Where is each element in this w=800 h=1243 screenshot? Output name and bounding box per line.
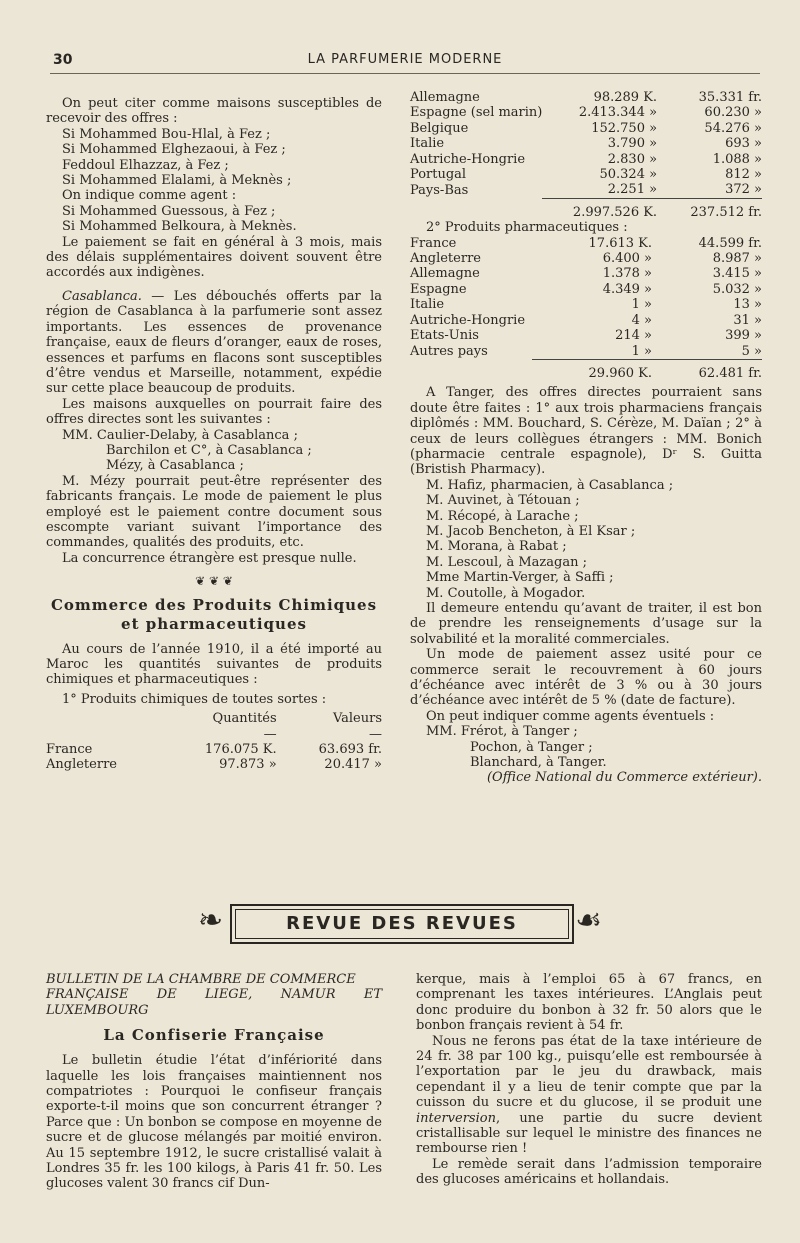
bulletin-right-column <box>416 972 762 1188</box>
section-banner <box>190 896 610 952</box>
page-header <box>50 50 760 72</box>
country: Autres pays <box>410 343 488 359</box>
paragraph: M. Mézy pourrait peut-être représenter des fabricants français. Le mode de paiement le plus employé est le paiement contre document sous escompte variant suivant l’importance des commandes, qualités des produits, etc. <box>46 473 382 551</box>
quantity: 97.873 » <box>219 757 277 773</box>
pharma-table <box>410 236 762 382</box>
article-source-title: BULLETIN DE LA CHAMBRE DE COMMERCE <box>46 972 356 987</box>
value: 44.599 fr. <box>698 235 762 251</box>
country: Espagne <box>410 281 467 297</box>
list-item: M. Jacob Bencheton, à El Ksar ; <box>426 523 636 539</box>
quantity: 3.790 » <box>607 136 658 152</box>
list-item: Pochon, à Tanger ; <box>470 739 593 755</box>
chemicals-table <box>46 711 382 773</box>
quantity: 2.830 » <box>607 151 658 167</box>
table-row <box>410 236 762 251</box>
list-item: M. Coutolle, à Mogador. <box>426 585 586 601</box>
country: Allemagne <box>410 90 480 105</box>
quantity: 17.613 K. <box>588 235 652 251</box>
country: Portugal <box>410 167 467 183</box>
table-heading: 1° Produits chimiques de toutes sortes : <box>62 691 327 707</box>
value: 31 » <box>733 312 762 328</box>
value: 693 » <box>725 136 762 152</box>
left-column <box>46 96 382 773</box>
paragraph: On indique comme agent : <box>62 188 237 204</box>
list-item: Si Mohammed Bou-Hlal, à Fez ; <box>62 126 271 142</box>
quantity: 6.400 » <box>602 251 652 267</box>
country: Italie <box>410 297 445 313</box>
list-item: M. Récopé, à Larache ; <box>426 508 579 524</box>
dash: — <box>369 726 382 742</box>
paragraph: Le remède serait dans l’admission temporaire des glucoses américains et hollandais. <box>416 1156 762 1188</box>
table-row <box>410 344 762 360</box>
column-header: Quantités <box>212 711 277 727</box>
table-row <box>410 297 762 312</box>
paragraph <box>416 1034 762 1157</box>
table-row <box>410 167 762 182</box>
value: 20.417 » <box>324 757 382 773</box>
quantity: 1 » <box>631 343 652 359</box>
section-title: Commerce des Produits Chimiques <box>50 595 378 614</box>
value: 63.693 fr. <box>318 742 382 758</box>
banner-title: REVUE DES REVUES <box>286 913 518 934</box>
value: 54.276 » <box>704 120 762 136</box>
emphasis: interversion <box>416 1110 496 1126</box>
casablanca-label: Casablanca. <box>62 288 142 304</box>
ornament: ❦ ❦ ❦ <box>195 574 233 589</box>
country: Allemagne <box>410 266 480 282</box>
quantity: 98.289 K. <box>593 90 658 105</box>
table-row <box>410 313 762 328</box>
dash: — <box>263 726 277 742</box>
running-title: LA PARFUMERIE MODERNE <box>307 52 503 67</box>
quantity: 4 » <box>631 312 652 328</box>
paragraph: A Tanger, des offres directes pourraient sans doute être faites : 1° aux trois pharmaciens français diplômés : MM. Bouchard, S. Cérèze, M. Daïan ; 2° à ceux de leurs collègues étrangers : MM. Bonich (pharmacie centrale espagnole), Dʳ S. Guitta (Bristish Pharmacy). <box>410 385 762 478</box>
country: Etats-Unis <box>410 328 479 344</box>
casablanca-text: — Les débouchés offerts par la région de Casablanca à la parfumerie sont assez importants. Les essences de provenance française, eaux de fleurs d’oranger, eaux de roses, essences et parfums en flacons sont susceptibles d’être vendus et Marseille, notamment, expédie sur cette place beaucoup de produits. <box>46 288 382 397</box>
paragraph-text: Nous ne ferons pas état de la taxe intérieure de 24 fr. 38 par 100 kg., puisqu’elle est remboursée à l’exportation par le jeu du drawback, mais cependant il y a lieu de tenir compte que par la cuisson du sucre et du glucose, il se produit une <box>416 1033 762 1111</box>
list-item: M. Hafiz, pharmacien, à Casablanca ; <box>426 477 674 493</box>
value: 8.987 » <box>712 251 762 267</box>
table-row <box>410 328 762 343</box>
table-row <box>410 251 762 266</box>
list-item: MM. Caulier-Delaby, à Casablanca ; <box>62 427 298 443</box>
list-item: Si Mohammed Elalami, à Meknès ; <box>62 173 292 189</box>
total-value: 62.481 fr. <box>656 359 762 381</box>
quantity: 2.413.344 » <box>578 105 658 121</box>
table-heading: 2° Produits pharmaceutiques : <box>426 220 628 236</box>
table-row <box>46 757 382 772</box>
country: France <box>46 742 93 758</box>
value: 35.331 fr. <box>698 90 762 105</box>
paragraph <box>46 289 382 397</box>
list-item: M. Morana, à Rabat ; <box>426 539 567 555</box>
list-item: M. Auvinet, à Tétouan ; <box>426 493 580 509</box>
paragraph: kerque, mais à l’emploi 65 à 67 francs, en comprenant les taxes intérieures. L’Anglais peut donc produire du bonbon à 32 fr. 50 alors que le bonbon français revient à 54 fr. <box>416 972 762 1034</box>
country: Angleterre <box>46 757 117 773</box>
paragraph: Le paiement se fait en général à 3 mois, mais des délais supplémentaires doivent souvent être accordés aux indigènes. <box>46 234 382 281</box>
paragraph: Au cours de l’année 1910, il a été importé au Maroc les quantités suivantes de produits chimiques et pharmaceutiques : <box>46 641 382 688</box>
country: Autriche-Hongrie <box>410 151 526 167</box>
quantity: 1.378 » <box>602 266 652 282</box>
table-row <box>410 105 762 120</box>
page-number: 30 <box>53 52 73 68</box>
total-row <box>410 359 762 381</box>
total-quantity: 2.997.526 K. <box>542 198 661 220</box>
right-column <box>410 90 762 786</box>
list-item: MM. Frérot, à Tanger ; <box>426 724 578 740</box>
value: 372 » <box>725 182 762 198</box>
column-header: Valeurs <box>332 711 382 727</box>
country: Espagne (sel marin) <box>410 105 543 121</box>
total-row <box>410 198 762 220</box>
paragraph-text: , une partie du sucre devient cristallisable sur lequel le ministre des finances ne rembourse rien ! <box>416 1110 762 1157</box>
table-row <box>46 742 382 757</box>
chemicals-table-continued <box>410 90 762 220</box>
country: France <box>410 235 457 251</box>
quantity: 2.251 » <box>607 182 658 198</box>
country: Italie <box>410 136 445 152</box>
table-row <box>410 266 762 281</box>
value: 60.230 » <box>704 105 762 121</box>
table-row <box>410 121 762 136</box>
article-source-title: FRANÇAISE DE LIEGE, NAMUR ET LUXEMBOURG <box>46 987 382 1018</box>
value: 13 » <box>733 297 762 313</box>
country: Autriche-Hongrie <box>410 312 526 328</box>
value: 1.088 » <box>712 151 762 167</box>
quantity: 152.750 » <box>591 120 658 136</box>
paragraph: Il demeure entendu qu’avant de traiter, il est bon de prendre les renseignements d’usage sur la solvabilité et la moralité commerciales. <box>410 601 762 647</box>
table-row <box>410 136 762 151</box>
table-row <box>410 152 762 167</box>
quantity: 4.349 » <box>602 281 652 297</box>
list-item: Mme Martin-Verger, à Saffi ; <box>426 570 614 586</box>
paragraph: On peut indiquer comme agents éventuels : <box>426 708 715 724</box>
quantity: 214 » <box>615 328 652 344</box>
list-item: Barchilon et C°, à Casablanca ; <box>106 442 312 458</box>
bulletin-left-column <box>46 972 382 1192</box>
paragraph: La concurrence étrangère est presque nulle. <box>62 550 357 566</box>
total-value: 237.512 fr. <box>661 198 762 220</box>
list-item: M. Lescoul, à Mazagan ; <box>426 554 587 570</box>
value: 399 » <box>725 328 762 344</box>
list-item: Feddoul Elhazzaz, à Fez ; <box>62 157 229 173</box>
value: 5 » <box>741 343 762 359</box>
table-row <box>410 282 762 297</box>
quantity: 50.324 » <box>599 167 658 183</box>
quantity: 176.075 K. <box>204 742 277 758</box>
list-item: Si Mohammed Guessous, à Fez ; <box>62 203 276 219</box>
value: 3.415 » <box>712 266 762 282</box>
floral-ornament-icon: ❧ <box>198 903 224 938</box>
list-item: Blanchard, à Tanger. <box>470 755 607 771</box>
paragraph: On peut citer comme maisons susceptibles de recevoir des offres : <box>46 96 382 127</box>
floral-ornament-icon: ☙ <box>575 903 602 938</box>
article-title: La Confiserie Française <box>103 1026 325 1045</box>
paragraph: Le bulletin étudie l’état d’infériorité dans laquelle les lois françaises maintiennent nos compatriotes : Pourquoi le confiseur français exporte-t-il moins que son concurrent étranger ? Parce que : Un bonbon se compose en moyenne de sucre et de glucose mélangés par moitié environ. Au 15 septembre 1912, le sucre cristallisé valait à Londres 35 fr. les 100 kilogs, à Paris 41 fr. 50. Les glucoses valent 30 francs cif Dun- <box>46 1053 382 1192</box>
list-item: Si Mohammed Belkoura, à Meknès. <box>62 219 297 235</box>
paragraph: Un mode de paiement assez usité pour ce commerce serait le recouvrement à 60 jours d’échéance avec intérêt de 3 % ou à 30 jours d’échéance avec intérêt de 5 % (date de facture). <box>410 647 762 709</box>
country: Angleterre <box>410 251 481 267</box>
total-quantity: 29.960 K. <box>532 359 656 381</box>
value: 812 » <box>725 167 762 183</box>
table-row <box>410 90 762 105</box>
list-item: Si Mohammed Elghezaoui, à Fez ; <box>62 142 286 158</box>
value: 5.032 » <box>712 281 762 297</box>
table-row <box>410 182 762 198</box>
section-title: et pharmaceutiques <box>121 614 307 633</box>
country: Belgique <box>410 120 469 136</box>
quantity: 1 » <box>631 297 652 313</box>
source-note: (Office National du Commerce extérieur). <box>486 770 762 786</box>
header-rule <box>50 73 760 74</box>
country: Pays-Bas <box>410 182 469 198</box>
paragraph: Les maisons auxquelles on pourrait faire des offres directes sont les suivantes : <box>46 396 382 428</box>
list-item: Mézy, à Casablanca ; <box>106 458 244 474</box>
